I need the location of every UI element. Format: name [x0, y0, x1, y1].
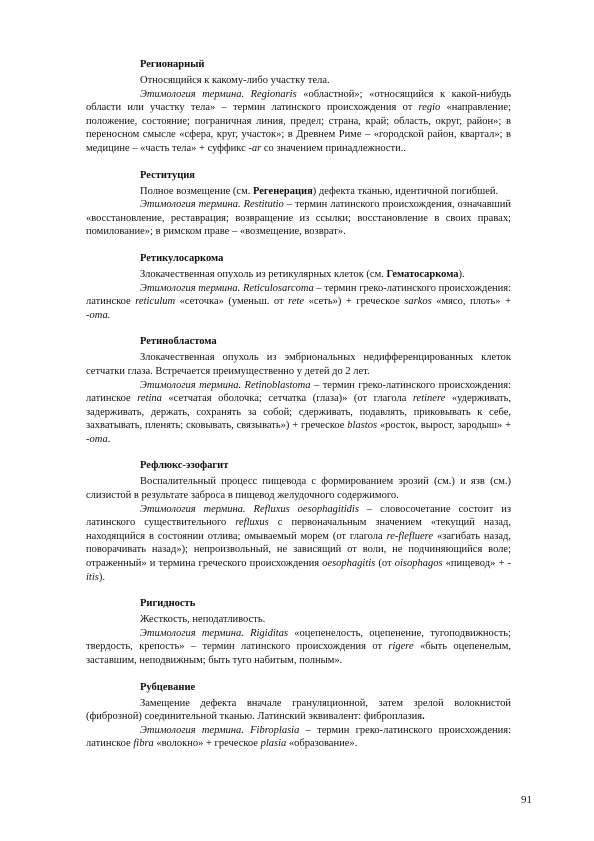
text-run: -ar: [248, 142, 262, 154]
dictionary-entry: [86, 252, 511, 322]
text-run: «загибать назад, поворачивать назад»); непроизвольный, не зависящий от воли, не подчиняющийся воле; отраженный» и термина греческого происхождения: [86, 530, 511, 570]
text-run: Этимология термина. Retinoblastoma: [140, 379, 311, 391]
page-number: 91: [521, 794, 532, 806]
text-run: ).: [458, 268, 465, 280]
entry-definition: [86, 74, 511, 88]
text-run: Этимология термина. Restitutio: [140, 199, 284, 211]
text-run: Относящийся к какому-либо участку тела.: [140, 75, 330, 86]
text-run: ) дефекта тканью, идентичной погибшей.: [312, 185, 499, 197]
text-run: .: [107, 433, 111, 445]
text-run: rete: [288, 296, 305, 308]
text-run: sarkos: [404, 296, 432, 308]
text-run: «оцепенелость, оцепенение, тугоподвижность; твердость, крепость» – термин латинского происхождения от: [86, 627, 511, 653]
text-run: oesophagitis: [322, 558, 376, 570]
text-run: .: [422, 711, 425, 723]
entry-term: Реституция: [140, 169, 195, 181]
entry-definition: [86, 697, 511, 724]
dictionary-entry: [86, 459, 511, 584]
text-run: Воспалительный процесс пищевода с формированием эрозий (см.) и язв (см.) слизистой в результате заброса в пищевод желудочного содержимого.: [86, 476, 511, 502]
text-run: «мясо, плоть» +: [431, 296, 511, 308]
text-run: blastos: [347, 420, 378, 432]
text-run: Злокачественная опухоль из ретикулярных клеток (см.: [140, 268, 387, 280]
dictionary-entry: [86, 169, 511, 239]
text-run: reticulum: [135, 296, 176, 308]
entry-etymology: [86, 282, 511, 323]
text-run: Регенерация: [252, 185, 313, 197]
text-run: Этимология термина. Rigiditas: [140, 627, 289, 639]
entry-etymology: [86, 379, 511, 447]
entry-etymology: [86, 198, 511, 239]
entry-term: Ретинобластома: [140, 336, 217, 348]
entry-term: Рефлюкс-эзофагит: [140, 460, 229, 472]
text-run: Этимология термина. Reticulosarcoma: [140, 282, 314, 294]
text-run: – словосочетание состоит из латинского существительного: [86, 503, 511, 529]
text-run: Этимология термина. Regionaris: [140, 88, 297, 100]
text-run: «волокно» + греческое: [153, 738, 261, 750]
text-run: retinere: [412, 393, 446, 405]
text-run: – термин латинского происхождения, означавший «восстановление, реставрация; возвращение из ссылки; восстановление в своих правах; помилование»; в римском праве – «возмещение, возврат».: [86, 199, 511, 238]
text-run: – термин греко-латинского происхождения: латинское: [86, 724, 511, 750]
dictionary-entry: [86, 681, 511, 751]
text-run: – термин греко-латинского происхождения: латинское: [86, 379, 512, 405]
dictionary-entry: [86, 335, 511, 446]
text-run: Гематосаркома: [386, 268, 459, 280]
text-run: «пищевод» +: [442, 558, 508, 570]
text-run: Этимология термина. Refluxus oesophagitidis: [140, 503, 359, 515]
text-run: re-flefluere: [386, 530, 434, 542]
text-run: «удерживать, задерживать, держать, сохранять за собой; сдерживать, подавлять, приковывать к себе, захватывать, пленять; сковывать, связывать») + греческое: [86, 393, 511, 432]
entry-etymology: [86, 627, 511, 668]
text-run: (от: [375, 558, 395, 570]
text-run: -itis: [86, 558, 511, 583]
text-run: rigere: [388, 641, 414, 653]
text-run: «образование».: [286, 738, 358, 750]
entry-etymology: [86, 88, 511, 156]
text-run: Жесткость, неподатливость.: [140, 614, 266, 626]
text-run: fibra: [133, 738, 154, 750]
text-run: – термин греко-латинского происхождения: латинское: [86, 282, 511, 308]
text-run: «сеть») + греческое: [304, 296, 405, 308]
entry-definition: [86, 185, 511, 199]
dictionary-page: [86, 58, 511, 764]
text-run: Полное возмещение (см.: [140, 185, 253, 197]
entry-etymology: [86, 503, 511, 585]
text-run: «сетчатая оболочка; сетчатка (глаза)» (от глагола: [161, 393, 413, 405]
entry-definition: [86, 613, 511, 627]
text-run: «сеточка» (уменьш. от: [175, 296, 289, 308]
text-run: «областной»; «относящийся к какой-нибудь области или участку тела» – термин латинского происхождения от: [86, 88, 512, 114]
entries-list: [86, 58, 511, 751]
text-run: retina: [137, 393, 162, 405]
entry-term: Рубцевание: [140, 681, 196, 693]
text-run: «росток, вырост, зародыш» +: [377, 420, 511, 432]
text-run: с первоначальным значением «текущий назад, находящийся в состоянии отлива; омываемый морем (от глагола: [86, 517, 511, 542]
entry-term: Ригидность: [140, 598, 196, 610]
entry-definition: [86, 268, 511, 282]
text-run: regio: [418, 102, 441, 114]
text-run: refluxus: [235, 517, 269, 529]
entry-etymology: [86, 724, 511, 751]
entry-term: Регионарный: [140, 59, 205, 70]
text-run: Злокачественная опухоль из эмбриональных недифференцированных клеток сетчатки глаза. Встречается преимущественно у детей до 2 лет.: [86, 352, 511, 377]
text-run: -ота: [86, 433, 108, 445]
text-run: со значением принадлежности..: [261, 142, 407, 154]
dictionary-entry: [86, 597, 511, 667]
text-run: Этимология термина. Fibroplasia: [140, 724, 300, 736]
text-run: -ота.: [86, 309, 111, 321]
text-run: plasia: [260, 738, 287, 750]
text-run: «направление; положение, состояние; пограничная линия, предел; страна, край; область, округ, район»; в переносном смысле «сфера, круг, участок»; в Древнем Риме – «городской район, квартал»; в медицине – «часть тела» + суффикс: [86, 102, 511, 154]
text-run: «быть оцепенелым, заставшим, неподвижным; быть туго набитым, полным».: [86, 641, 511, 666]
text-run: ).: [98, 571, 105, 583]
entry-definition: [86, 351, 511, 378]
dictionary-entry: [86, 58, 511, 156]
text-run: Замещение дефекта вначале грануляционной, затем зрелой волокнистой (фиброзной) соединительной тканью. Латинский эквивалент: фиброплазия: [86, 697, 511, 723]
text-run: oisophagos: [394, 558, 443, 570]
entry-definition: [86, 475, 511, 502]
entry-term: Ретикулосаркома: [140, 252, 224, 264]
